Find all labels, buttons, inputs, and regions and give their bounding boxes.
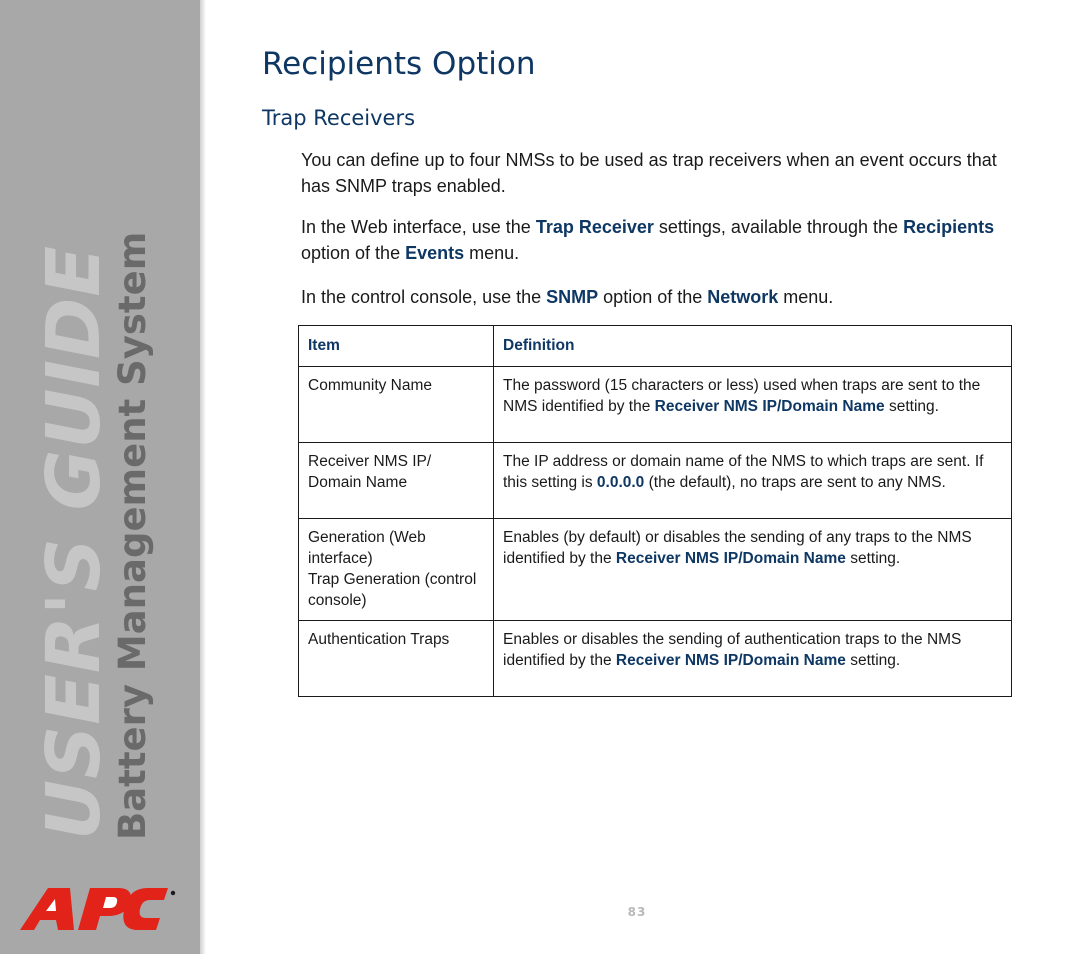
- page-number: 83: [627, 905, 647, 919]
- item-line: Trap Generation (control console): [308, 571, 477, 609]
- item-cell: Authentication Traps: [299, 621, 494, 697]
- item-cell: [299, 519, 494, 621]
- table-row: [299, 367, 1012, 443]
- trap-receiver-term: Trap Receiver: [535, 217, 654, 237]
- guide-subtitle: Battery Management System: [111, 231, 154, 840]
- page-title: Recipients Option: [262, 46, 536, 82]
- text: (the default), no traps are sent to any NMS.: [644, 474, 946, 491]
- item-cell: Receiver NMS IP/ Domain Name: [299, 443, 494, 519]
- table-row: [299, 519, 1012, 621]
- events-term: Events: [405, 243, 465, 263]
- sidebar-shadow: [200, 0, 206, 954]
- setting-reference: Receiver NMS IP/Domain Name: [615, 652, 846, 669]
- guide-title: USER'S GUIDE: [31, 245, 117, 840]
- table-header-row: [299, 326, 1012, 367]
- definition-cell: [494, 443, 1012, 519]
- text: Enables (by default) or disables the sending of any traps to the NMS identified by the: [503, 529, 972, 567]
- item-cell: Community Name: [299, 367, 494, 443]
- header-definition: Definition: [494, 326, 1012, 367]
- definition-cell: [494, 621, 1012, 697]
- setting-reference: Receiver NMS IP/Domain Name: [615, 550, 846, 567]
- text: setting.: [845, 652, 901, 669]
- text: option of the: [301, 243, 406, 263]
- item-line: Generation (Web interface): [308, 529, 426, 567]
- recipients-term: Recipients: [903, 217, 995, 237]
- text: menu.: [464, 243, 520, 263]
- control-console-paragraph: [301, 284, 1001, 310]
- text: The password (15 characters or less) used when traps are sent to the NMS identified by the: [503, 377, 981, 415]
- text: setting.: [884, 398, 939, 415]
- setting-reference: Receiver NMS IP/Domain Name: [654, 398, 885, 415]
- text: menu.: [778, 287, 834, 307]
- web-interface-paragraph: [301, 214, 1001, 266]
- table-row: [299, 443, 1012, 519]
- text: setting.: [845, 550, 901, 567]
- sidebar: [0, 0, 200, 954]
- definition-cell: [494, 367, 1012, 443]
- intro-paragraph: You can define up to four NMSs to be used as trap receivers when an event occurs that has SNMP traps enabled.: [301, 150, 997, 196]
- definition-cell: [494, 519, 1012, 621]
- apc-logo: [18, 884, 178, 932]
- header-item: Item: [299, 326, 494, 367]
- text: In the Web interface, use the: [301, 217, 536, 237]
- definitions-table: [298, 325, 1012, 697]
- text: settings, available through the: [653, 217, 904, 237]
- text: The IP address or domain name of the NMS to which traps are sent. If this setting is: [503, 453, 984, 491]
- text: In the control console, use the: [301, 287, 547, 307]
- default-value: 0.0.0.0: [596, 474, 645, 491]
- section-title: Trap Receivers: [262, 106, 416, 130]
- text: option of the: [598, 287, 708, 307]
- snmp-term: SNMP: [546, 287, 599, 307]
- table-row: [299, 621, 1012, 697]
- network-term: Network: [707, 287, 779, 307]
- text: Enables or disables the sending of authentication traps to the NMS identified by the: [503, 631, 962, 669]
